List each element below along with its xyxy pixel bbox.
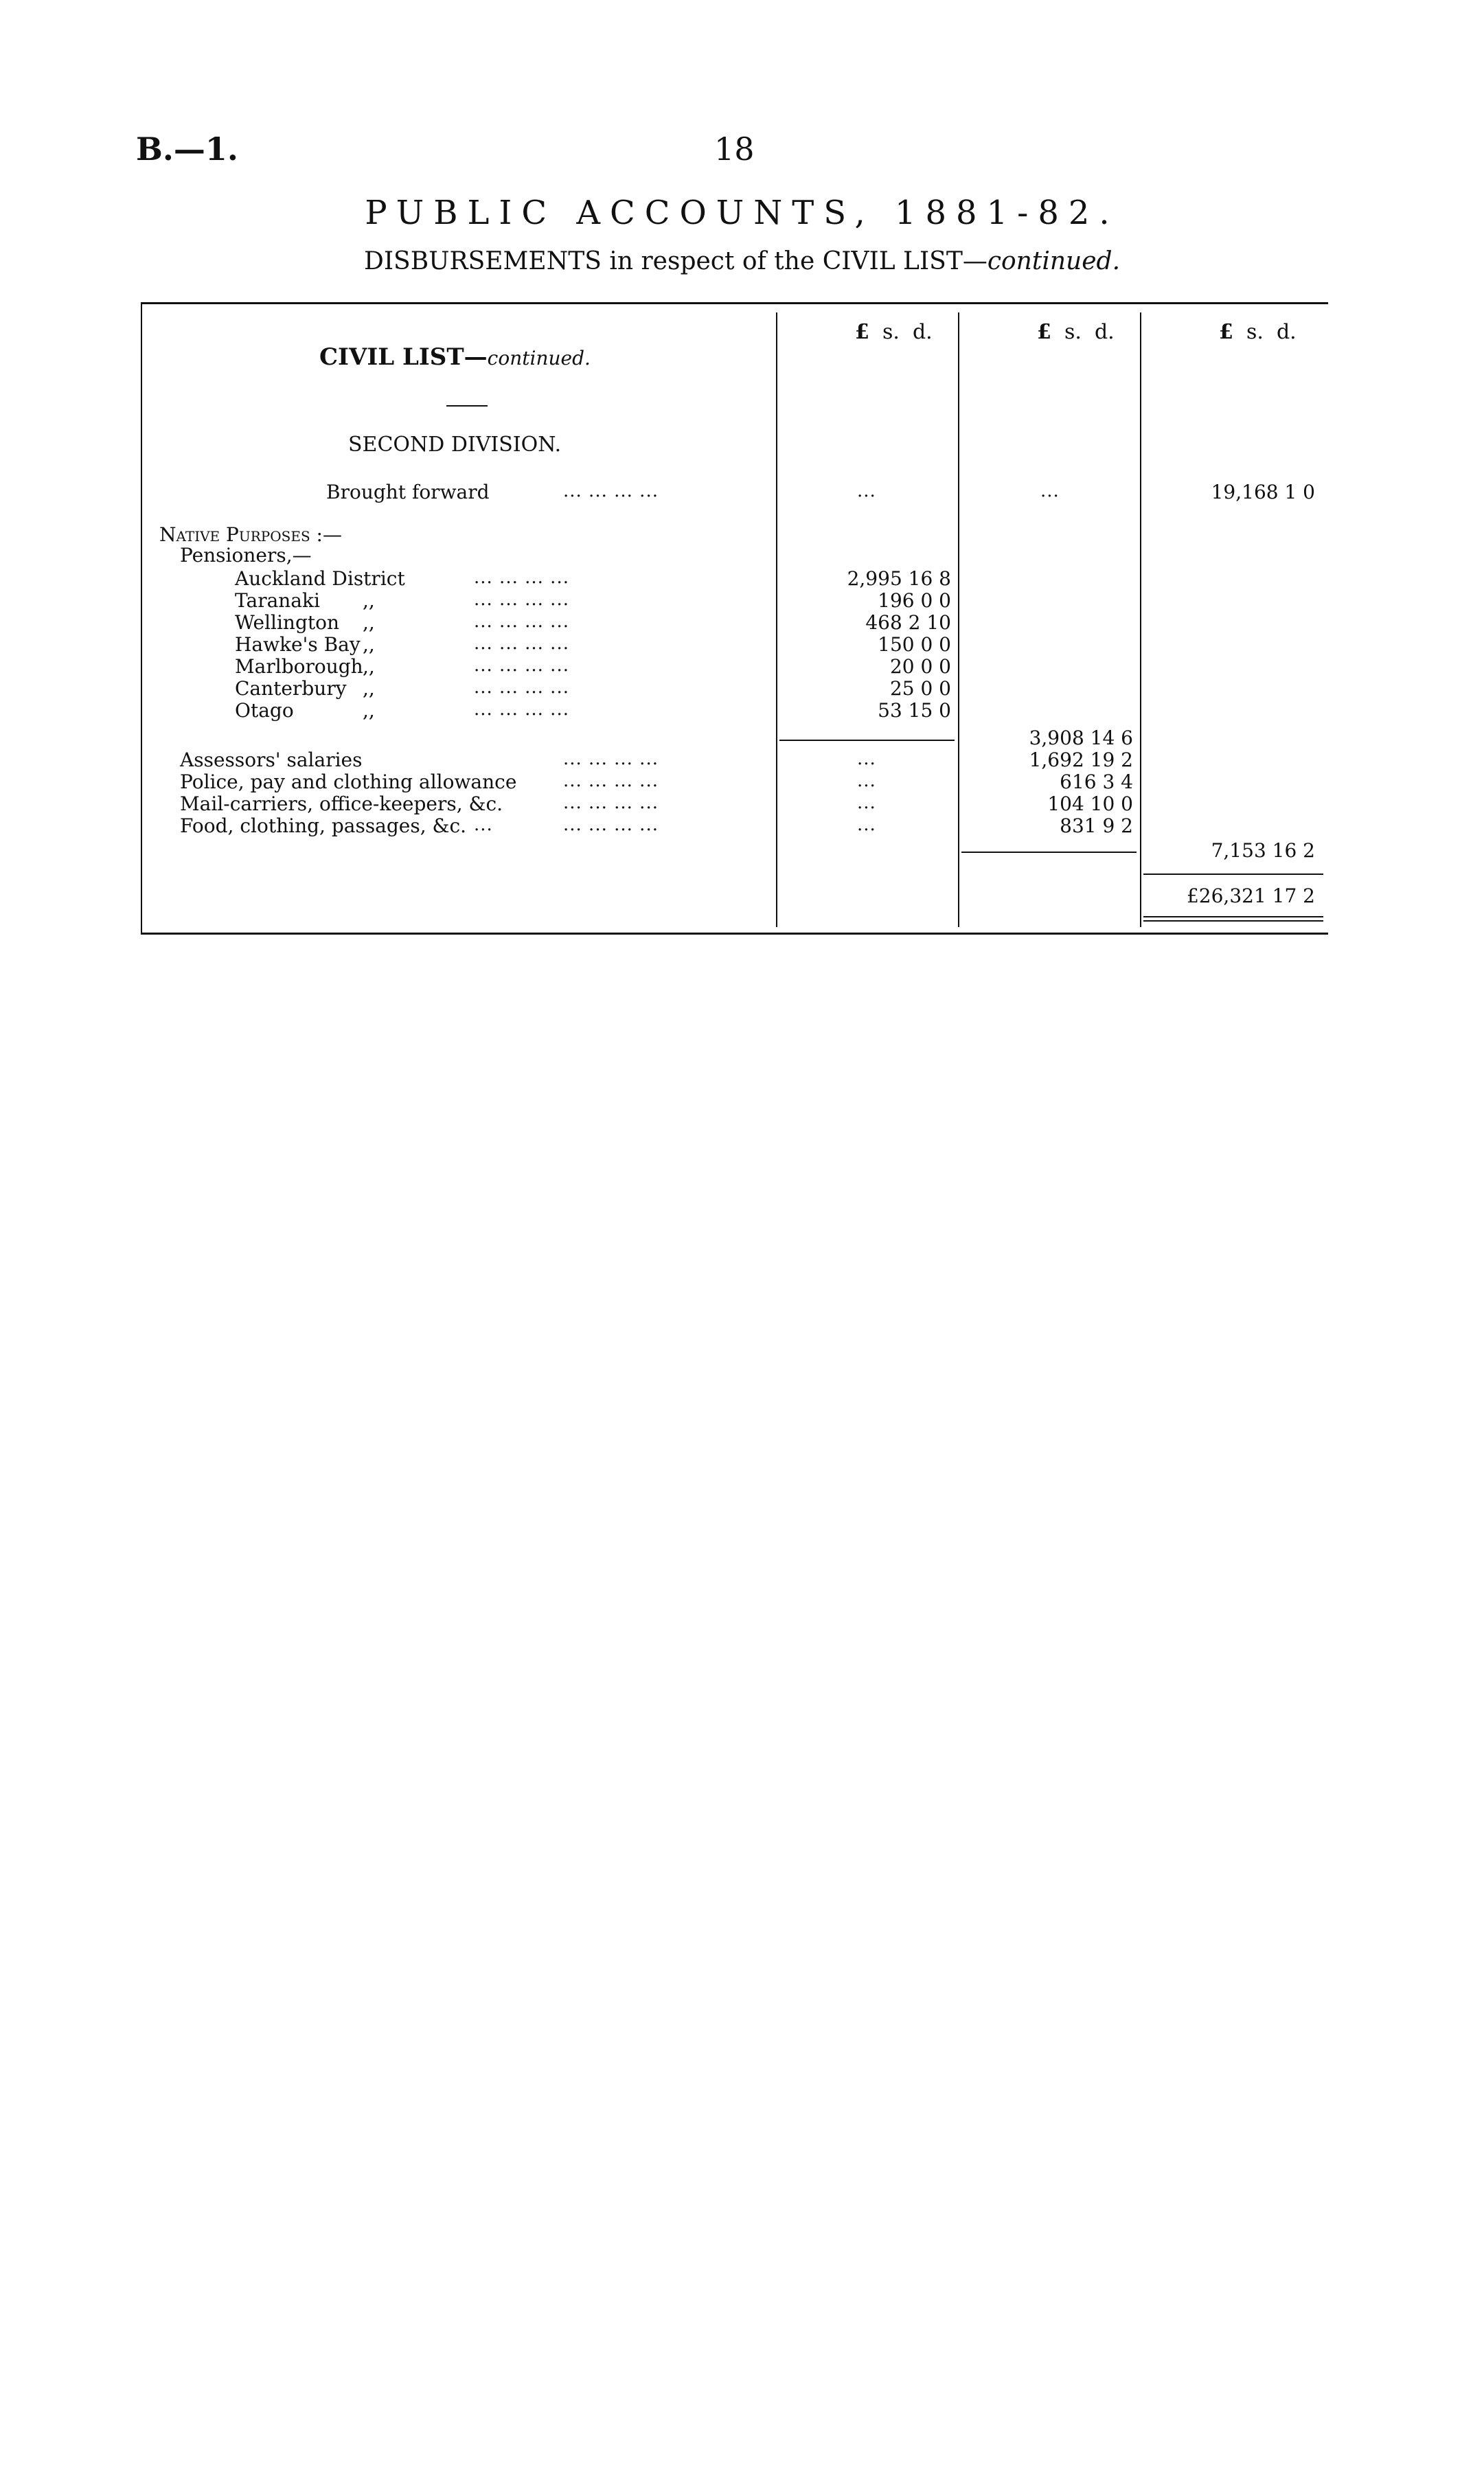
pension-label-hawkes-bay: Hawke's Bay [235,633,361,656]
col2-header [1037,320,1115,344]
col3-shillings: s. [1246,320,1264,344]
pension-value-canterbury: 25 0 0 [889,677,951,700]
other-label-mail-carriers: Mail-carriers, office-keepers, &c. [180,792,503,815]
other-value-food: 831 9 2 [1060,814,1133,837]
pension-ditto: ,, [363,655,375,678]
pension-label-otago: Otago [235,699,294,722]
col1-header [855,320,933,344]
pension-leader: ... ... ... ... [474,699,569,720]
pension-value-marlborough: 20 0 0 [889,655,951,678]
col3-pounds: £ [1219,320,1233,344]
pension-label-taranaki: Taranaki [235,589,320,612]
other-label-food: Food, clothing, passages, &c. [180,814,467,837]
other-value-assessors: 1,692 19 2 [1029,749,1133,771]
pensioners-heading: Pensioners,— [180,544,312,567]
col1-pence: d. [912,320,933,344]
pension-leader: ... ... ... ... [474,677,569,698]
pension-ditto: ,, [363,589,375,612]
pension-ditto: ,, [363,633,375,656]
brought-forward-leader: ... ... ... ... [563,481,659,501]
col1-pounds: £ [855,320,869,344]
other-leader: ... ... ... ... [563,749,659,769]
other-col1: ... [857,814,876,835]
pension-leader: ... ... ... ... [474,633,569,654]
pension-ditto: ,, [363,677,375,700]
native-purposes-heading: Native Purposes :— [159,523,342,546]
heading-rule [446,405,488,407]
pension-leader: ... ... ... ... [474,567,569,588]
pension-label-auckland: Auckland District [235,567,405,590]
col3-header [1219,320,1297,344]
pension-ditto: ,, [363,611,375,634]
column-divider-2 [958,312,959,927]
civil-list-italic: continued. [487,347,591,369]
brought-forward-col1: ... [857,481,876,501]
column-divider-3 [1140,312,1141,927]
pension-value-wellington: 468 2 10 [865,611,951,634]
native-subtotal-rule [961,852,1137,853]
other-leader: ... ... ... ... [563,814,659,835]
col2-pounds: £ [1037,320,1051,344]
section-heading: SECOND DIVISION. [348,433,562,457]
col3-pence: d. [1276,320,1297,344]
other-col1: ... [857,792,876,813]
brought-forward-total: 19,168 1 0 [1211,481,1315,503]
pension-value-auckland: 2,995 16 8 [847,567,951,590]
col1-shillings: s. [882,320,900,344]
brought-forward-col2: ... [1040,481,1060,501]
other-value-police: 616 3 4 [1060,770,1133,793]
pension-value-hawkes-bay: 150 0 0 [878,633,951,656]
pension-leader: ... ... ... ... [474,611,569,632]
page-subtitle [0,247,1484,275]
native-total: 7,153 16 2 [1211,839,1315,862]
other-label-assessors: Assessors' salaries [180,749,363,771]
column-divider-1 [776,312,777,927]
grand-total-rule-top [1143,874,1323,875]
pension-ditto: ,, [363,699,375,722]
pension-label-wellington: Wellington [235,611,340,634]
other-leader: ... ... ... ... [563,770,659,791]
brought-forward-label: Brought forward [326,481,490,503]
pension-leader: ... ... ... ... [474,589,569,610]
grand-total: £26,321 17 2 [1186,884,1315,907]
pension-label-canterbury: Canterbury [235,677,347,700]
report-reference: B.—1. [136,130,238,168]
other-leader: ... ... ... ... [563,792,659,813]
other-col1: ... [857,749,876,769]
pension-value-taranaki: 196 0 0 [878,589,951,612]
page-number: 18 [714,130,755,168]
page-title: PUBLIC ACCOUNTS, 1881-82. [365,194,1119,232]
col2-pence: d. [1094,320,1115,344]
subtitle-italic: continued. [987,247,1121,275]
pension-label-marlborough: Marlborough [235,655,363,678]
pension-total: 3,908 14 6 [1029,727,1133,749]
col2-shillings: s. [1064,320,1082,344]
subtitle-main: DISBURSEMENTS in respect of the CIVIL LIST— [363,247,988,275]
pension-value-otago: 53 15 0 [878,699,951,722]
civil-list-heading [319,343,591,371]
grand-total-rule-double-1 [1143,916,1323,917]
other-leader-short: ... [474,814,493,835]
civil-list-label: CIVIL LIST— [319,343,488,371]
grand-total-rule-double-2 [1143,920,1323,922]
other-col1: ... [857,770,876,791]
other-value-mail-carriers: 104 10 0 [1047,792,1133,815]
other-label-police: Police, pay and clothing allowance [180,770,517,793]
pension-leader: ... ... ... ... [474,655,569,676]
pension-subtotal-rule [779,740,955,741]
